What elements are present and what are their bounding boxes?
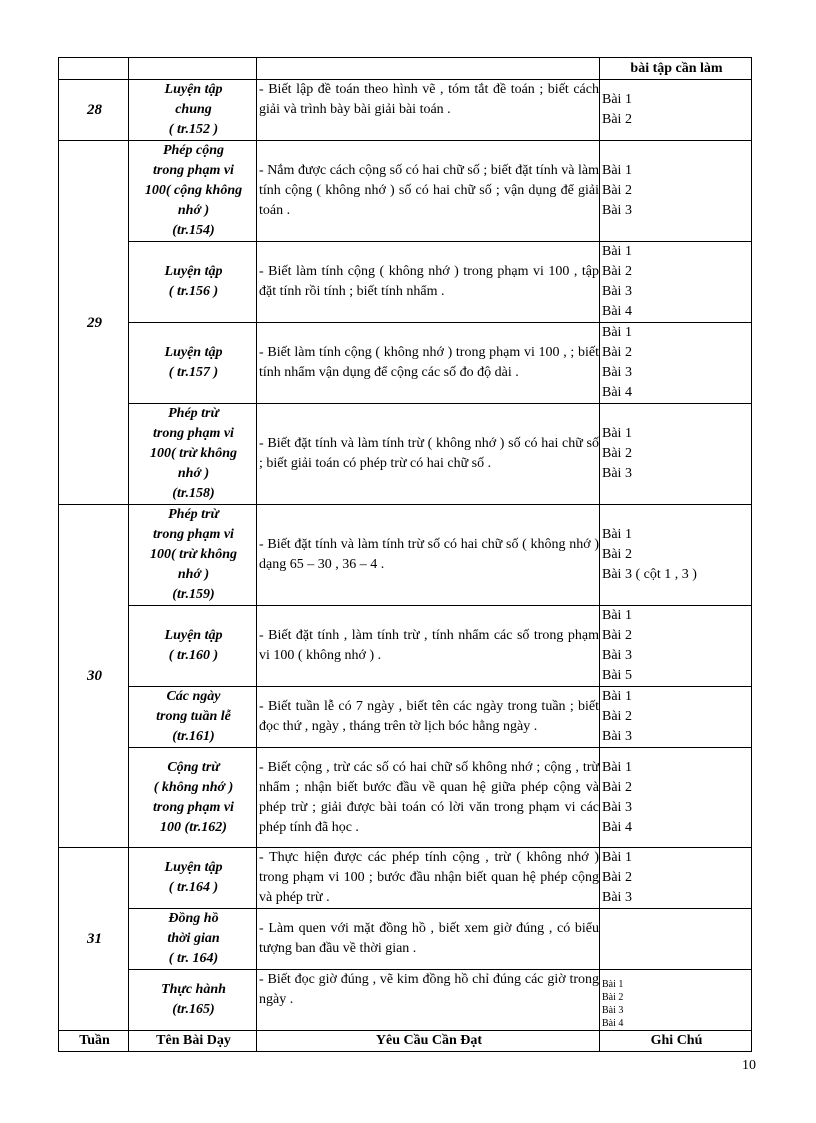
requirement-text: - Nắm được cách cộng số có hai chữ số ; biết đặt tính và làm tính cộng ( không nhớ ) số có hai chữ số ; vận dụng để giải toán .: [257, 141, 600, 242]
table-row: [59, 505, 752, 606]
header-lesson: Tên Bài Dạy: [129, 1031, 257, 1052]
table-row: [59, 404, 752, 505]
page-number: 10: [742, 1058, 756, 1073]
lesson-title: Thực hành (tr.165): [129, 970, 257, 1031]
exercise-list: Bài 1 Bài 2 Bài 3: [600, 404, 752, 505]
table-row: [59, 323, 752, 404]
lesson-title: Đồng hồ thời gian ( tr. 164): [129, 909, 257, 970]
requirement-text: - Biết cộng , trừ các số có hai chữ số không nhớ ; cộng , trừ nhẩm ; nhận biết bước đầu về quan hệ giữa phép cộng và phép trừ ; giải được bài toán có lời văn trong phạm vi các phép tính đã học .: [257, 748, 600, 848]
week-cell: 28: [59, 80, 129, 141]
exercise-list: Bài 1 Bài 2 Bài 3: [600, 687, 752, 748]
requirement-text: - Biết đọc giờ đúng , vẽ kim đồng hồ chỉ đúng các giờ trong ngày .: [257, 970, 600, 1031]
week-cell: 30: [59, 505, 129, 848]
lesson-title: Phép trừ trong phạm vi 100( trừ không nhớ ) (tr.159): [129, 505, 257, 606]
requirement-text: - Biết lập đề toán theo hình vẽ , tóm tắt đề toán ; biết cách giải và trình bày bài giải bài toán .: [257, 80, 600, 141]
exercise-list: Bài 1 Bài 2 Bài 3 Bài 4: [600, 242, 752, 323]
lesson-title: Các ngày trong tuần lễ (tr.161): [129, 687, 257, 748]
lesson-title: Luyện tập ( tr.156 ): [129, 242, 257, 323]
exercise-list: Bài 1 Bài 2 Bài 3 Bài 5: [600, 606, 752, 687]
exercise-list: Bài 1 Bài 2 Bài 3 ( cột 1 , 3 ): [600, 505, 752, 606]
requirement-text: - Biết đặt tính , làm tính trừ , tính nhẩm các số trong phạm vi 100 ( không nhớ ) .: [257, 606, 600, 687]
requirement-text: - Làm quen với mặt đồng hồ , biết xem giờ đúng , có biểu tượng ban đầu về thời gian .: [257, 909, 600, 970]
table-row: [59, 242, 752, 323]
table-row: [59, 970, 752, 1031]
table-row: [59, 80, 752, 141]
lesson-title: Luyện tập chung ( tr.152 ): [129, 80, 257, 141]
requirement-text: - Biết đặt tính và làm tính trừ số có hai chữ số ( không nhớ ) dạng 65 – 30 , 36 – 4 .: [257, 505, 600, 606]
table-header-row: [59, 1031, 752, 1052]
exercise-list: Bài 1 Bài 2: [600, 80, 752, 141]
requirement-text: - Biết làm tính cộng ( không nhớ ) trong phạm vi 100 , tập đặt tính rồi tính ; biết tính nhẩm .: [257, 242, 600, 323]
week-cell: 29: [59, 141, 129, 505]
lesson-title: Luyện tập ( tr.160 ): [129, 606, 257, 687]
week-cell: 31: [59, 848, 129, 1031]
exercise-list: Bài 1 Bài 2 Bài 3 Bài 4: [600, 748, 752, 848]
lesson-title: Phép cộng trong phạm vi 100( cộng không nhớ ) (tr.154): [129, 141, 257, 242]
note-continuation: bài tập cần làm: [600, 58, 752, 80]
lesson-title: Cộng trừ ( không nhớ ) trong phạm vi 100 (tr.162): [129, 748, 257, 848]
header-week: Tuần: [59, 1031, 129, 1052]
exercise-list: Bài 1 Bài 2 Bài 3: [600, 848, 752, 909]
lesson-title: Luyện tập ( tr.164 ): [129, 848, 257, 909]
exercise-list: Bài 1 Bài 2 Bài 3: [600, 141, 752, 242]
requirement-text: - Biết tuần lễ có 7 ngày , biết tên các ngày trong tuần ; biết đọc thứ , ngày , tháng trên tờ lịch bóc hằng ngày .: [257, 687, 600, 748]
exercise-list: Bài 1 Bài 2 Bài 3 Bài 4: [600, 323, 752, 404]
table-row: [59, 748, 752, 848]
table-row: [59, 606, 752, 687]
table-row: [59, 141, 752, 242]
lesson-plan-table: [58, 57, 752, 1052]
header-note: Ghi Chú: [600, 1031, 752, 1052]
exercise-list: [600, 909, 752, 970]
requirement-text: - Biết đặt tính và làm tính trừ ( không nhớ ) số có hai chữ số ; biết giải toán có phép trừ có hai chữ số .: [257, 404, 600, 505]
table-row: [59, 687, 752, 748]
table-row: [59, 848, 752, 909]
exercise-list: Bài 1 Bài 2 Bài 3 Bài 4: [600, 970, 752, 1031]
requirement-text: - Biết làm tính cộng ( không nhớ ) trong phạm vi 100 , ; biết tính nhẩm vận dụng để cộng các số đo độ dài .: [257, 323, 600, 404]
lesson-title: Luyện tập ( tr.157 ): [129, 323, 257, 404]
lesson-title: Phép trừ trong phạm vi 100( trừ không nhớ ) (tr.158): [129, 404, 257, 505]
table-row: [59, 909, 752, 970]
header-requirement: Yêu Cầu Cần Đạt: [257, 1031, 600, 1052]
requirement-text: - Thực hiện được các phép tính cộng , trừ ( không nhớ ) trong phạm vi 100 ; bước đầu nhận biết quan hệ phép cộng và phép trừ .: [257, 848, 600, 909]
table-row: [59, 58, 752, 80]
